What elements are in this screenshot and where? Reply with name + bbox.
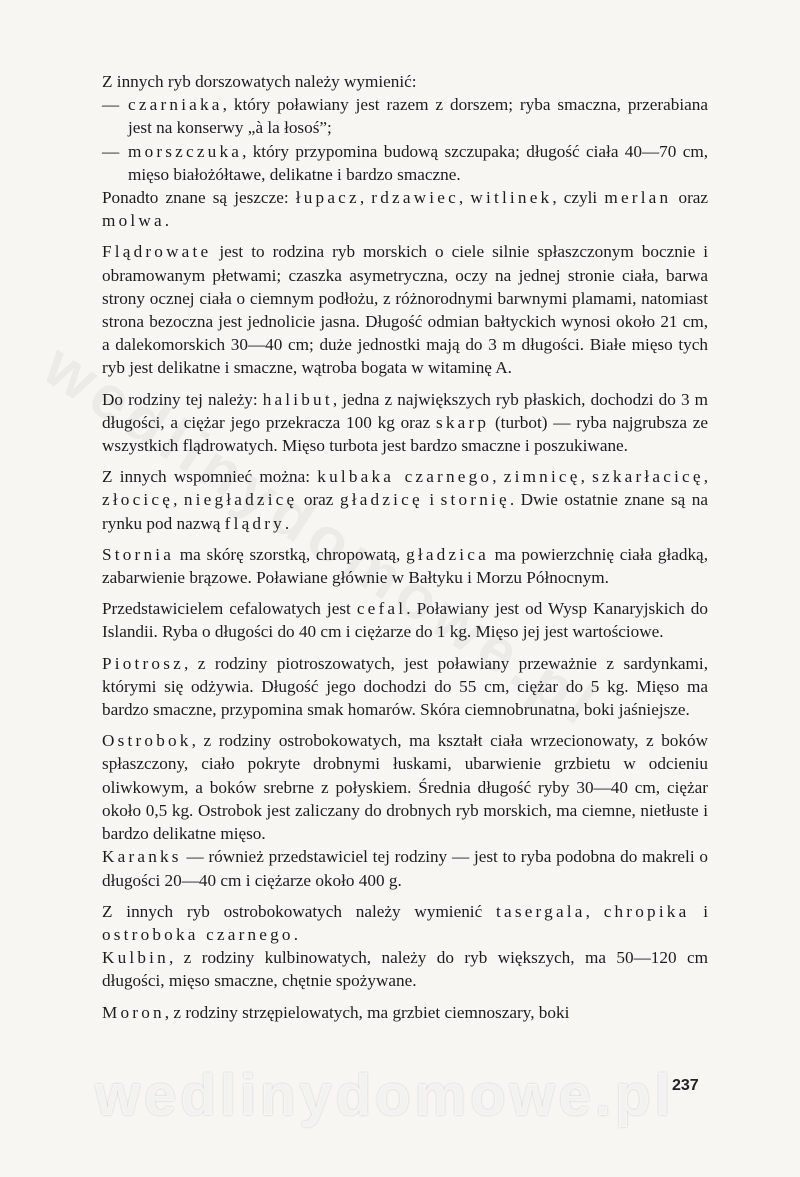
text: , z rodziny piotroszowatych, jest poławiany przeważnie z sardynkami, którymi się odżywia. Długość jego dochodzi do 55 cm, ciężar do 5 kg. Mięso ma bardzo smaczne, przypomina smak homarów. Skóra ciemnobrunatna, boki jaśniejsze.: [102, 653, 708, 720]
term: czarniaka: [128, 95, 223, 115]
text: , z rodziny ostrobokowatych, ma kształt ciała wrzecionowaty, z boków spłaszczony, ciało pokryte drobnymi łuskami, ubarwienie grzbietu w odcieniu oliwkowym, a boków srebrne z połyskiem. Średnia długość ryby 30—40 cm, ciężar około 0,5 kg. Ostrobok jest zaliczany do drobnych ryb morskich, ma ciemne, nietłuste i bardzo delikatne mięso.: [102, 731, 708, 844]
term: zimnicę: [503, 467, 581, 487]
list-item: [102, 140, 708, 186]
term: rdzawiec: [371, 188, 459, 208]
paragraph-tasergal: Z innych ryb ostrobokowatych należy wymienić tasergala, chropika i ostroboka czarnego.: [102, 901, 708, 944]
page-text: [102, 70, 708, 1024]
paragraph-moron: [102, 1001, 708, 1024]
text: .: [293, 924, 298, 944]
text: .: [164, 211, 170, 231]
term: gładzica: [406, 544, 489, 564]
paragraph-kulbin: [102, 946, 708, 992]
term: gładzicę: [339, 490, 423, 510]
term: witlinek: [470, 188, 553, 208]
term: złocicę: [102, 490, 174, 510]
list-dash: —: [102, 95, 120, 115]
term: Flądrowate: [102, 242, 212, 262]
list-item-text: [128, 140, 708, 186]
text: Ponadto znane są jeszcze:: [102, 188, 296, 208]
text: .: [284, 513, 290, 533]
text: jest to rodzina ryb morskich o ciele silnie spłaszczonym bocznie i obramowanym płetwami; czaszka asymetryczna, oczy na jednej stronie ciała, barwa strony ocznej ciała o ciemnym podłożu, z różnorodnymi barwnymi plamami, natomiast strona bezoczna jest jednolicie jasna. Długość odmian bałtyckich wynosi około 21 cm, a dalekomorskich 30—40 cm; duże jednostki mają do 3 m długości. Białe mięso tych ryb jest delikatne i smaczne, wątroba bogata w witaminę A.: [102, 242, 708, 378]
term: molwa: [102, 211, 165, 231]
paragraph-ostrobok: [102, 729, 708, 845]
term: niegładzicę: [183, 490, 298, 510]
text: . Poławiany jest od Wysp Kanaryjskich do Islandii. Ryba o długości do 40 cm i ciężarze do 1 kg. Mięso jej jest wartościowe.: [102, 599, 708, 642]
text: Przedstawicielem cefalowatych jest: [102, 599, 357, 619]
paragraph-kulbaka: Z innych wspomnieć można: kulbaka czarnego, zimnicę, szkarłacicę, złocicę, niegładzicę oraz gładzicę i stornię. Dwie ostatnie znane są na rynku pod nazwą flądry.: [102, 467, 708, 533]
term: chropika: [603, 901, 690, 921]
term: tasergala: [496, 901, 586, 921]
text: — również przedstawiciel tej rodziny — jest to ryba podobna do makreli o długości 20—40 cm i ciężarze około 400 g.: [102, 847, 708, 890]
list-item: [102, 93, 708, 139]
description: , który przypomina budową szczupaka; długość ciała 40—70 cm, mięso białożółtawe, delikatne i bardzo smaczne.: [128, 141, 708, 184]
paragraph-stornia: [102, 543, 708, 589]
text: , jedna z największych ryb płaskich, dochodzi do 3 m długości, a ciężar jego przekracza 100 kg oraz: [102, 389, 708, 432]
text: (turbot) — ryba najgrubsza ze wszystkich flądrowatych. Mięso turbota jest bardzo smaczne i poszukiwane.: [102, 412, 708, 456]
description: , który poławiany jest razem z dorszem; ryba smaczna, przerabiana jest na konserwy „à la łosoś”;: [128, 95, 708, 138]
term: szkarłacicę: [592, 467, 704, 487]
paragraph-fladrowate: [102, 240, 708, 379]
term: skarp: [435, 412, 490, 432]
text: czyli: [563, 188, 598, 208]
term: Ostrobok: [102, 731, 192, 751]
text: . Dwie ostatnie znane są na rynku pod nazwą: [102, 490, 708, 533]
term: Karanks: [102, 847, 182, 867]
list-dash: —: [102, 141, 120, 161]
term: flądry: [224, 513, 285, 533]
footer-watermark: wedlinydomowe.pl: [95, 1063, 675, 1128]
paragraph-cefal: [102, 597, 708, 643]
paragraph-halibut: [102, 388, 708, 458]
text: Z innych wspomnieć można:: [102, 467, 318, 487]
list-item-text: [128, 93, 708, 139]
intro-line: Z innych ryb dorszowatych należy wymienić:: [102, 72, 417, 91]
text: Z innych ryb ostrobokowatych należy wymienić: [102, 901, 497, 921]
term: morszczuka: [128, 141, 243, 161]
text: ma powierzchnię ciała gładką, zabarwienie brązowe. Poławiane głównie w Bałtyku i Morzu Północnym.: [102, 544, 708, 588]
also-paragraph: Ponadto znane są jeszcze: łupacz, rdzawiec, witlinek, czyli merlan oraz molwa.: [102, 188, 709, 231]
term: Stornia: [102, 544, 175, 564]
term: Kulbin: [102, 948, 169, 968]
text: ma skórę szorstką, chropowatą,: [174, 544, 407, 564]
text: Do rodziny tej należy:: [102, 389, 263, 409]
term: merlan: [604, 188, 672, 208]
term: Piotrosz: [102, 653, 184, 673]
text: oraz: [678, 188, 709, 208]
paragraph-piotrosz: [102, 652, 708, 722]
term: Moron: [102, 1002, 165, 1022]
term: łupacz: [295, 188, 360, 208]
term: halibut: [262, 389, 333, 409]
term: ostroboka czarnego: [102, 924, 294, 944]
term: cefal: [356, 599, 407, 619]
term: stornię: [440, 490, 510, 510]
text: , z rodziny strzępielowatych, ma grzbiet ciemnoszary, boki: [164, 1002, 570, 1022]
page-number: 237: [672, 1077, 699, 1094]
text: , z rodziny kulbinowatych, należy do ryb większych, ma 50—120 cm długości, mięso smaczne, chętnie spożywane.: [102, 948, 708, 991]
paragraph-karanks: [102, 845, 708, 891]
term: kulbaka czarnego: [317, 467, 493, 487]
